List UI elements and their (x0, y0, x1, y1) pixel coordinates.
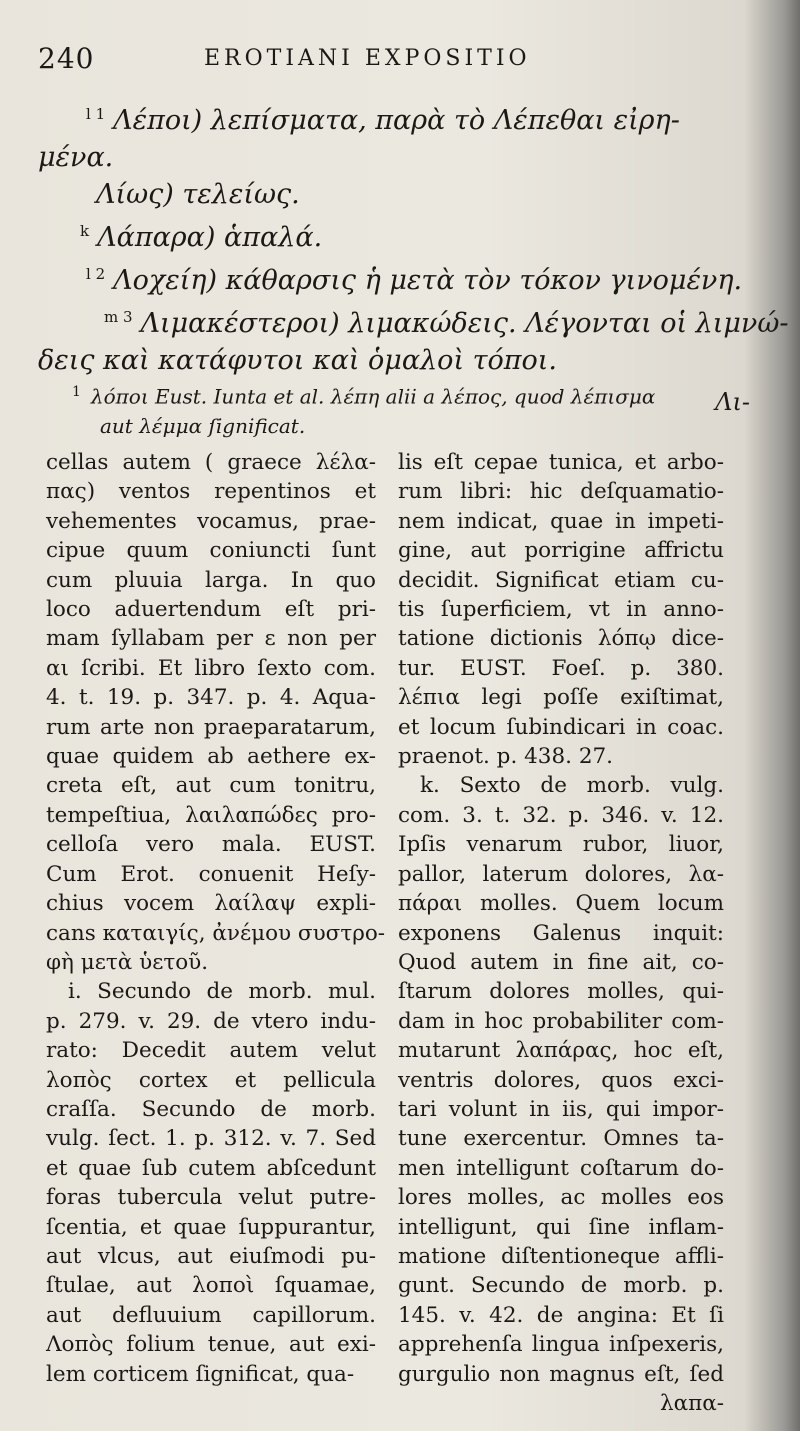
text-line: cipue quum coniuncti ſunt (46, 538, 376, 564)
text-line: celloſa vero mala. EUST. (46, 832, 376, 858)
text-line: ventris dolores, quos exci- (398, 1067, 724, 1093)
footnote-text: λόποι Eust. Iunta et al. λέπη alii a λέπος, quod λέπισμα (90, 384, 656, 409)
text-line: dam in hoc probabiliter com- (398, 1008, 724, 1034)
text-line: λέπια legi poſſe exiſtimat, (398, 685, 724, 711)
entry-lios: Λίως) τελείως. (96, 179, 300, 210)
text-line: apprehenſa lingua inſpexeris, (398, 1332, 724, 1358)
text-line: Ipſis venarum rubor, liuor, (398, 832, 724, 858)
text-line: πας) ventos repentinos et (46, 479, 376, 505)
text-line: pallor, laterum dolores, λα- (398, 861, 724, 887)
text-line: vehementes vocamus, prae- (46, 508, 376, 534)
text-line: decidit. Significat etiam cu- (398, 567, 724, 593)
footnote (70, 378, 760, 441)
text-line: Λοπὸς folium tenue, aut exi- (46, 1332, 376, 1358)
text-line: intelligunt, qui ſine inflam- (398, 1214, 724, 1240)
entry-lepoi (38, 96, 750, 139)
text-line: lores molles, ac molles eos (398, 1185, 724, 1211)
text-line: i. Secundo de morb. mul. (68, 979, 376, 1005)
catchword-bottom: λαπα- (659, 1391, 724, 1416)
text-line: vulg. ſect. 1. p. 312. v. 7. Sed (46, 1126, 376, 1152)
text-line: lem corticem ſignificat, qua- (46, 1361, 355, 1387)
footnote-marker: k (80, 222, 90, 240)
text-line: Cum Erot. conuenit Heſy- (46, 861, 376, 887)
text-line: lis eſt cepae tunica, et arbo- (398, 450, 724, 475)
footnote-line: aut λέμμα ſignificat. (100, 413, 306, 438)
text-line: quae quidem ab aethere ex- (46, 744, 376, 770)
text-line: creta eſt, aut cum tonitru, (46, 773, 376, 799)
entry-limakesteroi-continuation: δεις καὶ κατάφυτοι καὶ ὁμαλοὶ τόποι. (38, 345, 557, 376)
footnote-marker: m 3 (104, 308, 133, 326)
footnote-line (70, 378, 760, 412)
text-line: φὴ μετὰ ὑετοῦ. (46, 949, 209, 975)
text-line: cum pluuia larga. In quo (46, 567, 376, 593)
text-line: mam ſyllabam per ε non per (46, 626, 376, 652)
text-line: et quae ſub cutem abſcedunt (46, 1155, 376, 1181)
text-line: foras tubercula velut putre- (46, 1185, 376, 1211)
text-line: tempeſtiua, λαιλαπώδες pro- (46, 802, 376, 828)
right-column (398, 448, 724, 1418)
text-line: tatione dictionis λόπῳ dice- (398, 626, 724, 652)
text-line: rato: Decedit autem velut (46, 1038, 376, 1064)
running-head: EROTIANI EXPOSITIO (204, 46, 531, 71)
entry-lepoi-continuation: μένα. (38, 142, 114, 173)
text-line: mutarunt λαπάρας, hoc eſt, (398, 1038, 724, 1064)
text-line: λοπὸς cortex et pellicula (46, 1067, 376, 1093)
text-line: tune exercentur. Omnes ta- (398, 1126, 724, 1152)
text-line: chius vocem λαίλαψ expli- (46, 891, 376, 917)
text-line: loco aduertendum eſt pri- (46, 597, 376, 623)
text-line: gine, aut porrigine affrictu (398, 538, 724, 564)
text-line: 4. t. 19. p. 347. p. 4. Aqua- (46, 685, 376, 711)
text-line: et locum ſubindicari in coac. (398, 714, 724, 740)
text-line: ſtarum dolores molles, qui- (398, 979, 724, 1005)
text-line: matione diſtentioneque affli- (398, 1243, 724, 1269)
text-line: com. 3. t. 32. p. 346. v. 12. (398, 802, 724, 828)
entry-text: Λοχείη) κάθαρσις ἡ μετὰ τὸν τόκον γινομένη. (113, 265, 743, 296)
page-header (34, 42, 754, 82)
text-line: tari volunt in iis, qui impor- (398, 1096, 724, 1122)
catchword-top: Λι- (715, 388, 750, 416)
text-line: ſcentia, et quae ſuppurantur, (46, 1214, 376, 1240)
text-line: aut vlcus, aut eiuſmodi pu- (46, 1243, 376, 1269)
entry-text: Λέποι) λεπίσματα, παρὰ τὸ Λέπεθαι εἰρη- (113, 105, 680, 136)
text-line: rum arte non praeparatarum, (46, 714, 376, 740)
text-line: rum libri: hic deſquamatio- (398, 479, 724, 505)
entry-limakesteroi (38, 299, 789, 342)
text-line: craſſa. Secundo de morb. (46, 1096, 376, 1122)
entry-locheie (38, 256, 750, 299)
footnote-marker: l 2 (86, 265, 106, 283)
text-line: k. Sexto de morb. vulg. (420, 773, 724, 799)
text-line: πάραι molles. Quem locum (398, 891, 724, 917)
text-line: gunt. Secundo de morb. p. (398, 1273, 724, 1299)
glossary-entries (38, 96, 789, 419)
text-line: ſtulae, aut λοποὶ ſquamae, (46, 1273, 376, 1299)
page-number: 240 (38, 42, 95, 75)
text-line: tur. EUST. Foeſ. p. 380. (398, 655, 724, 681)
text-line: cans καταιγίς, ἀνέμου συστρο- (46, 920, 386, 946)
footnote-marker: l 1 (86, 105, 106, 123)
text-line: exponens Galenus inquit: (398, 920, 724, 946)
text-line: nem indicat, quae in impeti- (398, 508, 724, 534)
text-line: men intelligunt coſtarum do- (398, 1155, 724, 1181)
text-line: aut defluuium capillorum. (46, 1302, 376, 1328)
text-line: cellas autem ( graece λέλα- (46, 450, 376, 475)
text-line: p. 279. v. 29. de vtero indu- (46, 1008, 376, 1034)
text-line: Quod autem in fine ait, co- (398, 949, 724, 975)
entry-text: Λιμακέστεροι) λιμακώδεις. Λέγονται οἱ λιμνώ- (140, 308, 789, 339)
text-line: 145. v. 42. de angina: Et ſi (398, 1302, 724, 1328)
entry-text: Λάπαρα) ἁπαλά. (97, 222, 323, 253)
left-column (46, 448, 386, 1389)
text-line: gurgulio non magnus eſt, ſed (398, 1361, 724, 1387)
text-line: αι ſcribi. Et libro ſexto com. (46, 655, 376, 681)
footnote-number: 1 (72, 384, 81, 400)
text-line: tis ſuperficiem, vt in anno- (398, 597, 724, 623)
entry-lapara (38, 213, 750, 256)
text-line: praenot. p. 438. 27. (398, 744, 614, 770)
